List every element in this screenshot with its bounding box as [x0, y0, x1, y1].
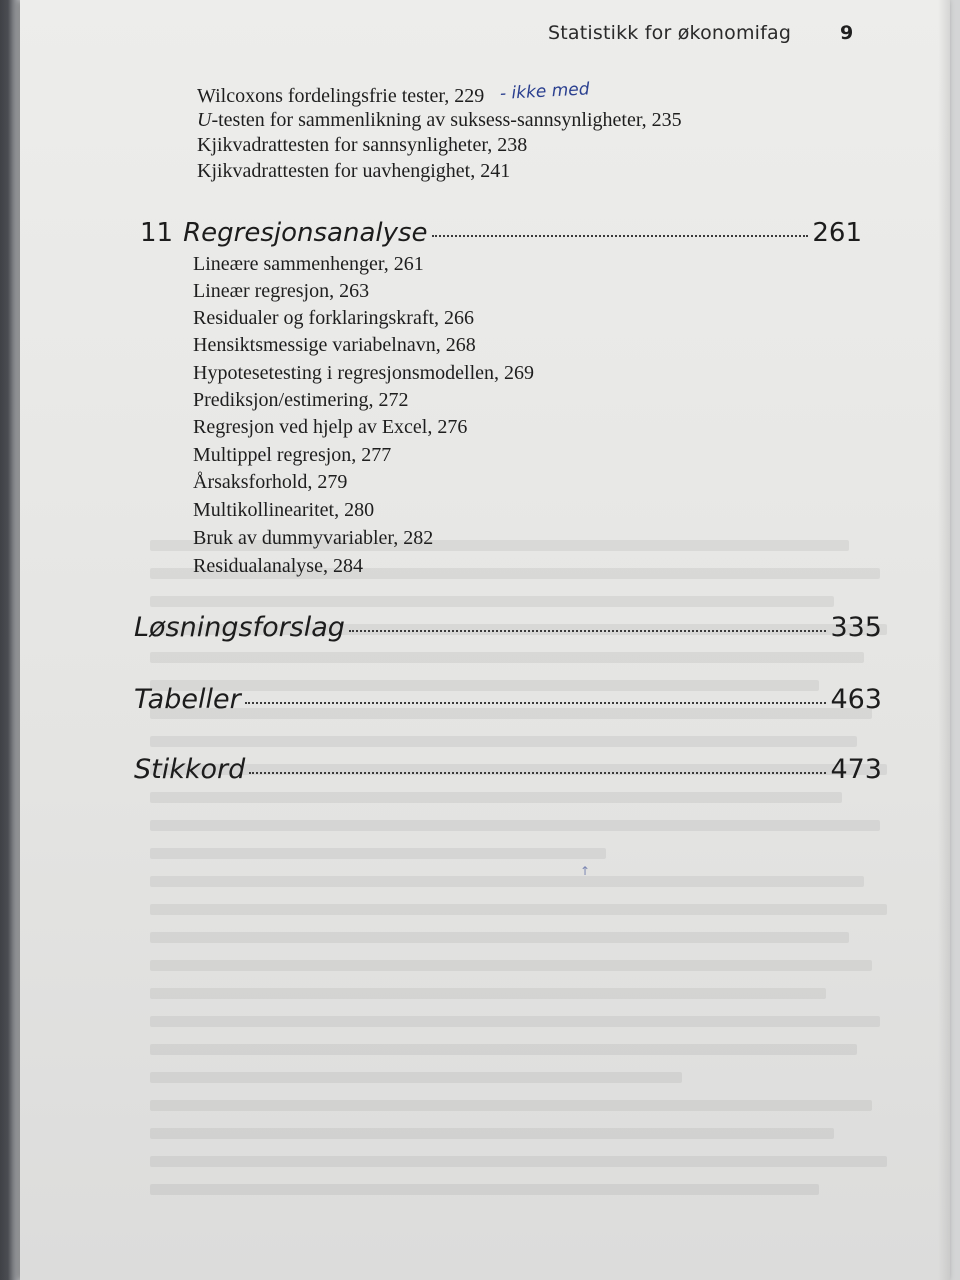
toc-section-text: -testen for sammenlikning av suksess-sannsynligheter, 235: [211, 109, 682, 131]
dot-leader: [432, 235, 809, 237]
pen-mark: ↑: [580, 864, 591, 878]
toc-section-entry: Lineær regresjon, 263: [193, 280, 370, 302]
toc-losningsforslag[interactable]: [134, 612, 882, 643]
toc-section-entry: Wilcoxons fordelingsfrie tester, 229: [197, 85, 485, 107]
dot-leader: [245, 702, 827, 704]
back-matter-title: Stikkord: [134, 754, 246, 785]
dot-leader: [249, 772, 826, 774]
toc-section-entry: Årsaksforhold, 279: [193, 471, 348, 493]
back-matter-page: 463: [830, 684, 882, 715]
toc-section-entry: Kjikvadrattesten for uavhengighet, 241: [197, 160, 511, 182]
toc-stikkord[interactable]: [134, 754, 882, 785]
back-matter-page: 473: [830, 754, 882, 785]
back-matter-page: 335: [830, 612, 882, 643]
toc-section-entry: Residualanalyse, 284: [193, 555, 363, 577]
toc-section-entry: Multippel regresjon, 277: [193, 444, 392, 466]
page-number: 9: [840, 22, 854, 44]
chapter-title: Regresjonsanalyse: [183, 218, 428, 248]
handwritten-annotation: - ikke med: [499, 79, 591, 104]
toc-section-entry: Lineære sammenhenger, 261: [193, 253, 424, 275]
dot-leader: [349, 630, 827, 632]
toc-section-entry: Multikollinearitet, 280: [193, 499, 375, 521]
chapter-number: 11: [140, 218, 174, 248]
reverse-side-bleed: [150, 540, 910, 1280]
chapter-page: 261: [812, 218, 862, 248]
page-edge-shadow: [938, 0, 950, 1280]
toc-chapter-11[interactable]: [140, 218, 862, 248]
toc-section-entry: Hensiktsmessige variabelnavn, 268: [193, 334, 476, 356]
toc-section-entry: Kjikvadrattesten for sannsynligheter, 238: [197, 134, 528, 156]
variable-u: U: [197, 109, 212, 131]
toc-section-entry: Bruk av dummyvariabler, 282: [193, 527, 434, 549]
toc-section-entry: Residualer og forklaringskraft, 266: [193, 307, 475, 329]
toc-section-entry: [197, 109, 682, 132]
running-header-title: Statistikk for økonomifag: [548, 22, 792, 44]
toc-section-entry: Prediksjon/estimering, 272: [193, 389, 409, 411]
toc-tabeller[interactable]: [134, 684, 882, 715]
toc-section-entry: Regresjon ved hjelp av Excel, 276: [193, 416, 468, 438]
back-matter-title: Løsningsforslag: [134, 612, 345, 643]
toc-section-entry: Hypotesetesting i regresjonsmodellen, 269: [193, 362, 535, 384]
back-matter-title: Tabeller: [134, 684, 241, 715]
